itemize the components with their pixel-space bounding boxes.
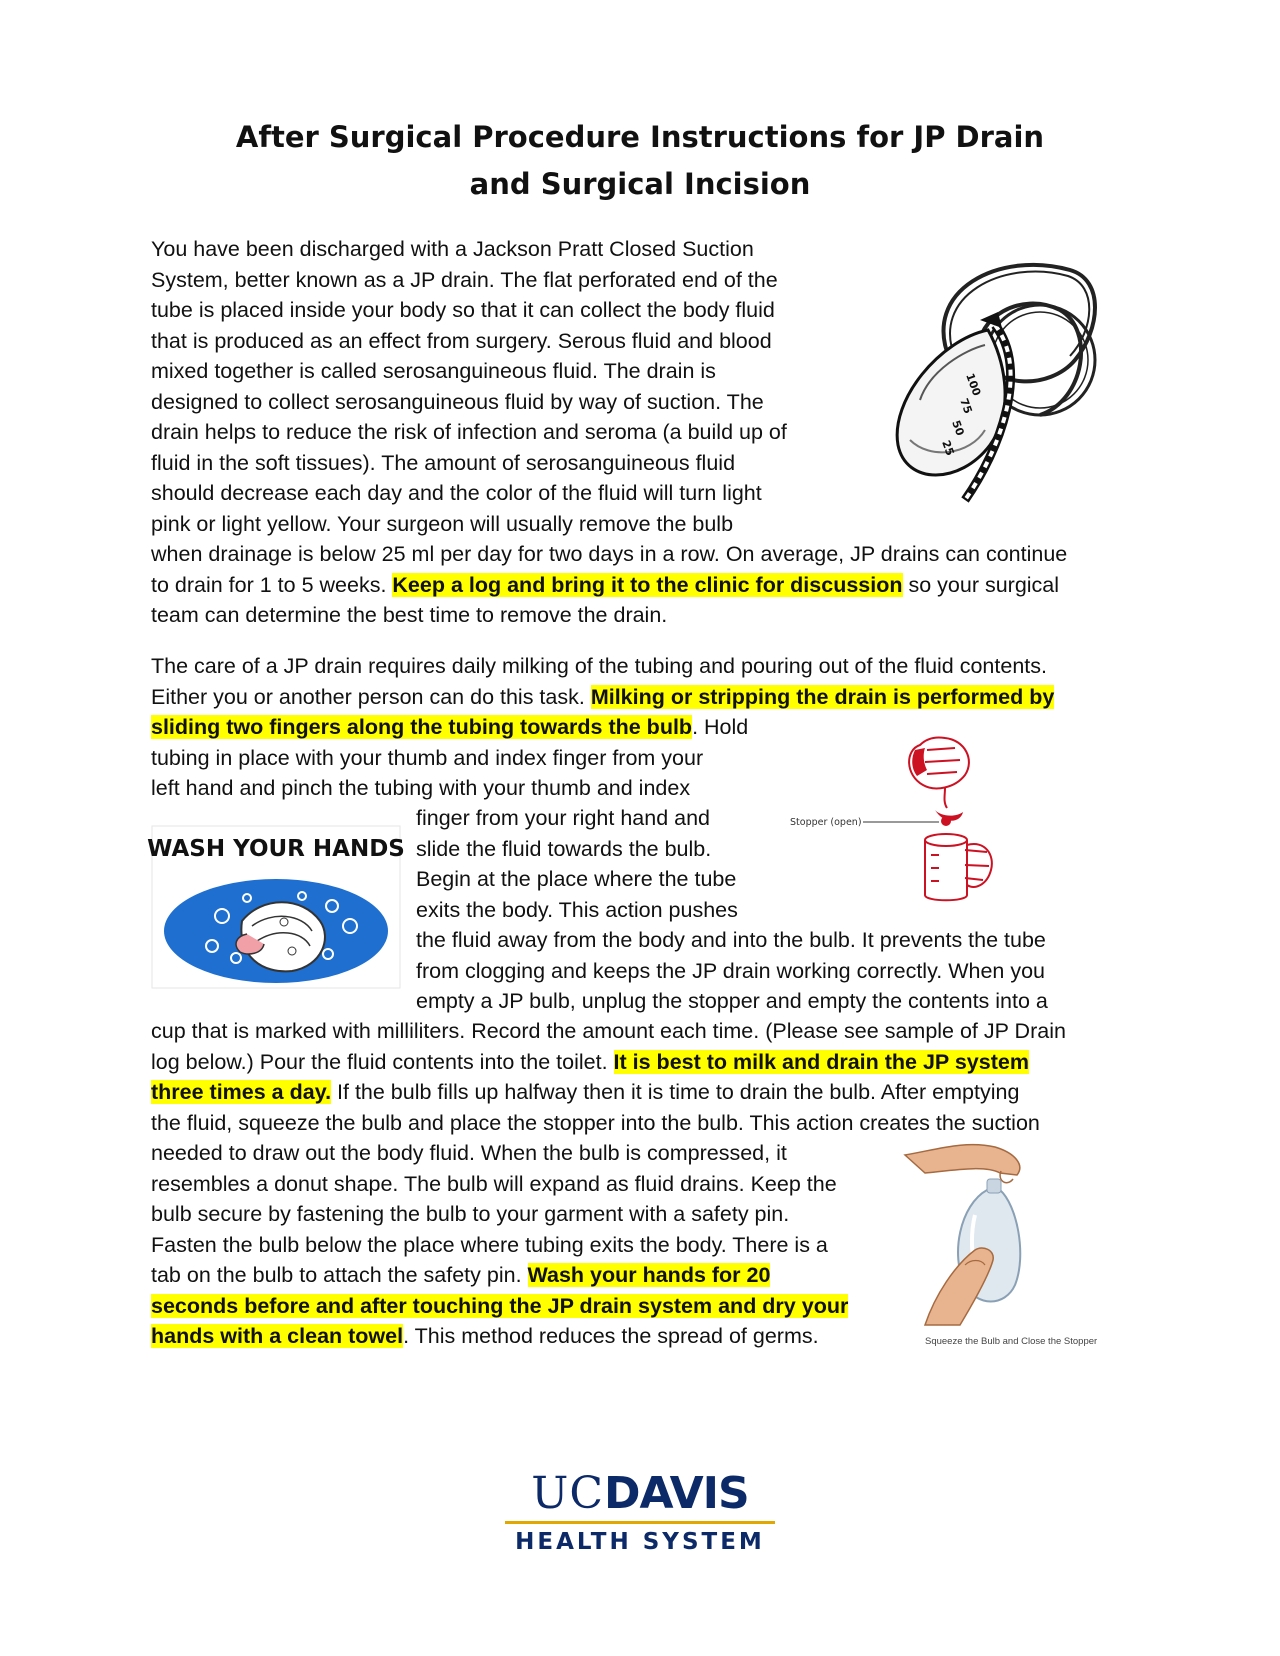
text-line: The care of a JP drain requires daily milking of the tubing and pouring out of the fluid contents. bbox=[151, 654, 1047, 678]
logo-rule bbox=[505, 1521, 775, 1524]
bulb-scale-label: 50 bbox=[949, 418, 967, 438]
text-segment: If the bulb fills up halfway then it is time to drain the bulb. After emptying bbox=[331, 1080, 1020, 1104]
text-segment: tab on the bulb to attach the safety pin. bbox=[151, 1263, 528, 1287]
jp-drain-illustration bbox=[880, 250, 1110, 510]
text-line: finger from your right hand and bbox=[416, 806, 710, 830]
text-line: resembles a donut shape. The bulb will expand as fluid drains. Keep the bbox=[151, 1171, 837, 1196]
squeeze-bulb-illustration bbox=[905, 1135, 1105, 1330]
text-line: Fasten the bulb below the place where tubing exits the body. There is a bbox=[151, 1232, 828, 1257]
bulb-scale-label: 25 bbox=[939, 438, 957, 458]
bulb-scale-label: 100 bbox=[963, 371, 984, 398]
highlighted-instruction-wash-hands: Wash your hands for 20 bbox=[527, 1263, 771, 1287]
text-line: the fluid away from the body and into the bulb. It prevents the tube bbox=[416, 928, 1046, 952]
highlighted-instruction-three-times: It is best to milk and drain the JP system bbox=[613, 1049, 1029, 1074]
logo-uc: UC bbox=[531, 1468, 605, 1519]
highlighted-instruction-keep-log: Keep a log and bring it to the clinic for discussion bbox=[392, 572, 903, 597]
text-line: mixed together is called serosanguineous fluid. The drain is bbox=[151, 359, 716, 383]
highlighted-instruction-three-times: three times a day. bbox=[151, 1080, 332, 1104]
text-line: bulb secure by fastening the bulb to your garment with a safety pin. bbox=[151, 1202, 790, 1226]
text-line bbox=[151, 570, 1067, 601]
highlighted-instruction-wash-hands: seconds before and after touching the JP drain system and dry your bbox=[151, 1293, 849, 1318]
text-segment: . This method reduces the spread of germs. bbox=[403, 1324, 819, 1348]
bulb-scale-label: 75 bbox=[957, 396, 975, 416]
highlighted-instruction-milking: sliding two fingers along the tubing towards the bulb bbox=[151, 715, 693, 739]
highlighted-instruction-wash-hands: hands with a clean towel bbox=[151, 1324, 404, 1348]
logo-davis: DAVIS bbox=[604, 1468, 749, 1519]
logo-wordmark bbox=[500, 1468, 780, 1519]
text-line: should decrease each day and the color of the fluid will turn light bbox=[151, 481, 762, 505]
text-segment: . Hold bbox=[692, 715, 749, 739]
logo-health-system: HEALTH SYSTEM bbox=[515, 1529, 765, 1555]
text-line: drain helps to reduce the risk of infection and seroma (a build up of bbox=[151, 420, 787, 444]
text-line: needed to draw out the body fluid. When the bulb is compressed, it bbox=[151, 1141, 787, 1165]
title-line-1: After Surgical Procedure Instructions for JP Drain bbox=[235, 120, 1045, 154]
highlighted-instruction-milking: Milking or stripping the drain is performed by bbox=[590, 684, 1055, 709]
text-line: team can determine the best time to remove the drain. bbox=[151, 603, 668, 627]
text-segment: to drain for 1 to 5 weeks. bbox=[151, 572, 393, 597]
text-line: left hand and pinch the tubing with your thumb and index bbox=[151, 776, 691, 800]
wash-your-hands-image bbox=[147, 826, 405, 988]
hand-top-icon bbox=[905, 1145, 1020, 1175]
text-line bbox=[151, 1077, 1066, 1108]
bulb-caption: Squeeze the Bulb and Close the Stopper bbox=[925, 1336, 1098, 1347]
wash-hands-label: WASH YOUR HANDS bbox=[147, 836, 405, 862]
text-line bbox=[151, 682, 1054, 713]
text-line: from clogging and keeps the JP drain working correctly. When you bbox=[416, 958, 1045, 983]
text-line: exits the body. This action pushes bbox=[416, 897, 738, 922]
text-line: fluid in the soft tissues). The amount of serosanguineous fluid bbox=[151, 450, 736, 475]
text-segment: so your surgical bbox=[902, 572, 1060, 597]
text-line: tube is placed inside your body so that it can collect the body fluid bbox=[151, 298, 775, 322]
text-line: You have been discharged with a Jackson Pratt Closed Suction bbox=[151, 237, 754, 261]
title-line-2: and Surgical Incision bbox=[469, 167, 811, 201]
text-line bbox=[151, 1047, 1066, 1078]
text-line: tubing in place with your thumb and index finger from your bbox=[151, 745, 704, 770]
text-line: slide the fluid towards the bulb. bbox=[416, 836, 712, 861]
stopper-label: Stopper (open) bbox=[790, 817, 862, 828]
text-line: designed to collect serosanguineous fluid by way of suction. The bbox=[151, 389, 764, 414]
text-line: the fluid, squeeze the bulb and place the stopper into the bulb. This action creates the suction bbox=[151, 1110, 1040, 1135]
text-line: when drainage is below 25 ml per day for two days in a row. On average, JP drains can continue bbox=[151, 542, 1068, 566]
ucdavis-health-system-logo bbox=[500, 1468, 780, 1556]
text-segment: log below.) Pour the fluid contents into the toilet. bbox=[151, 1049, 614, 1074]
text-segment: Either you or another person can do this task. bbox=[151, 684, 591, 709]
text-line: that is produced as an effect from surgery. Serous fluid and blood bbox=[151, 328, 772, 353]
stopper-illustration bbox=[790, 730, 1045, 920]
text-line: Begin at the place where the tube bbox=[416, 867, 737, 891]
text-line: System, better known as a JP drain. The flat perforated end of the bbox=[151, 267, 778, 292]
text-line: cup that is marked with milliliters. Record the amount each time. (Please see sample of JP Drain bbox=[151, 1019, 1066, 1043]
text-line: empty a JP bulb, unplug the stopper and empty the contents into a bbox=[416, 989, 1048, 1013]
text-line: pink or light yellow. Your surgeon will usually remove the bulb bbox=[151, 511, 734, 536]
page-title bbox=[0, 114, 1280, 208]
